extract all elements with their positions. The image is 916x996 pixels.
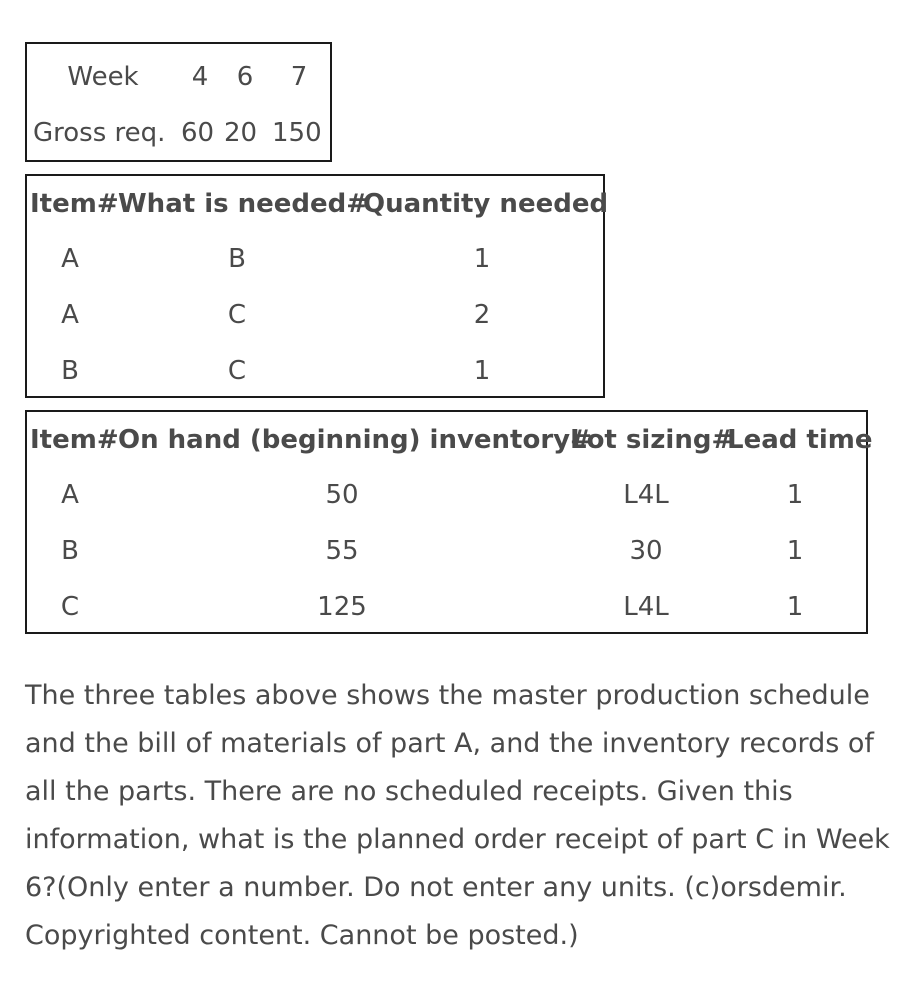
inventory-row-1-lot-sizing: L4L: [623, 480, 669, 510]
question-text: The three tables above shows the master production schedule and the bill of materials of part A, and the inventory records of all the parts. There are no scheduled receipts. Given this information, what is the planned order receipt of part C in Week 6?(Only enter a number. Do not enter any units. (c)orsdemir. Copyrighted content. Cannot be posted.): [25, 680, 890, 951]
bom-header-quantity: Quantity needed: [363, 189, 609, 219]
mps-week-6: 6: [236, 62, 254, 92]
inventory-header-on-hand: On hand (beginning) inventory#: [118, 425, 592, 455]
bom-row-1-qty: 1: [473, 244, 491, 274]
inventory-table: [25, 410, 873, 634]
inventory-row-3-lead-time: 1: [786, 592, 804, 622]
inventory-row-3-lot-sizing: L4L: [623, 592, 669, 622]
bom-row-3-needed: C: [227, 356, 247, 386]
inventory-row-2-on-hand: 55: [325, 536, 359, 566]
mps-gross-req-week-7: 150: [272, 118, 322, 148]
inventory-row-2-lot-sizing: 30: [629, 536, 663, 566]
inventory-row-2-lead-time: 1: [786, 536, 804, 566]
mps-week-7: 7: [290, 62, 308, 92]
inventory-row-1-on-hand: 50: [325, 480, 359, 510]
inventory-row-3-item: C: [60, 592, 80, 622]
mps-week-4: 4: [191, 62, 209, 92]
mps-gross-req-week-4: 60: [181, 118, 215, 148]
inventory-row-1-item: A: [61, 480, 79, 510]
mps-week-label: Week: [67, 62, 139, 92]
mps-gross-req-week-6: 20: [224, 118, 258, 148]
bom-header-what-needed: What is needed#: [118, 189, 369, 219]
bom-header-item: Item#: [30, 189, 119, 219]
inventory-header-item: Item#: [30, 425, 119, 455]
mps-gross-req-label: Gross req.: [33, 118, 166, 148]
inventory-header-lot-sizing: Lot sizing#: [570, 425, 734, 455]
inventory-row-3-on-hand: 125: [317, 592, 367, 622]
bom-row-2-needed: C: [227, 300, 247, 330]
inventory-row-2-item: B: [61, 536, 79, 566]
bom-row-3-item: B: [61, 356, 79, 386]
bom-row-1-item: A: [61, 244, 79, 274]
inventory-row-1-lead-time: 1: [786, 480, 804, 510]
bom-row-1-needed: B: [228, 244, 246, 274]
inventory-header-lead-time: Lead time: [727, 425, 873, 455]
mps-table: [25, 42, 332, 162]
bom-row-3-qty: 1: [473, 356, 491, 386]
bom-row-2-item: A: [61, 300, 79, 330]
bom-table: [25, 174, 609, 398]
bom-row-2-qty: 2: [473, 300, 491, 330]
